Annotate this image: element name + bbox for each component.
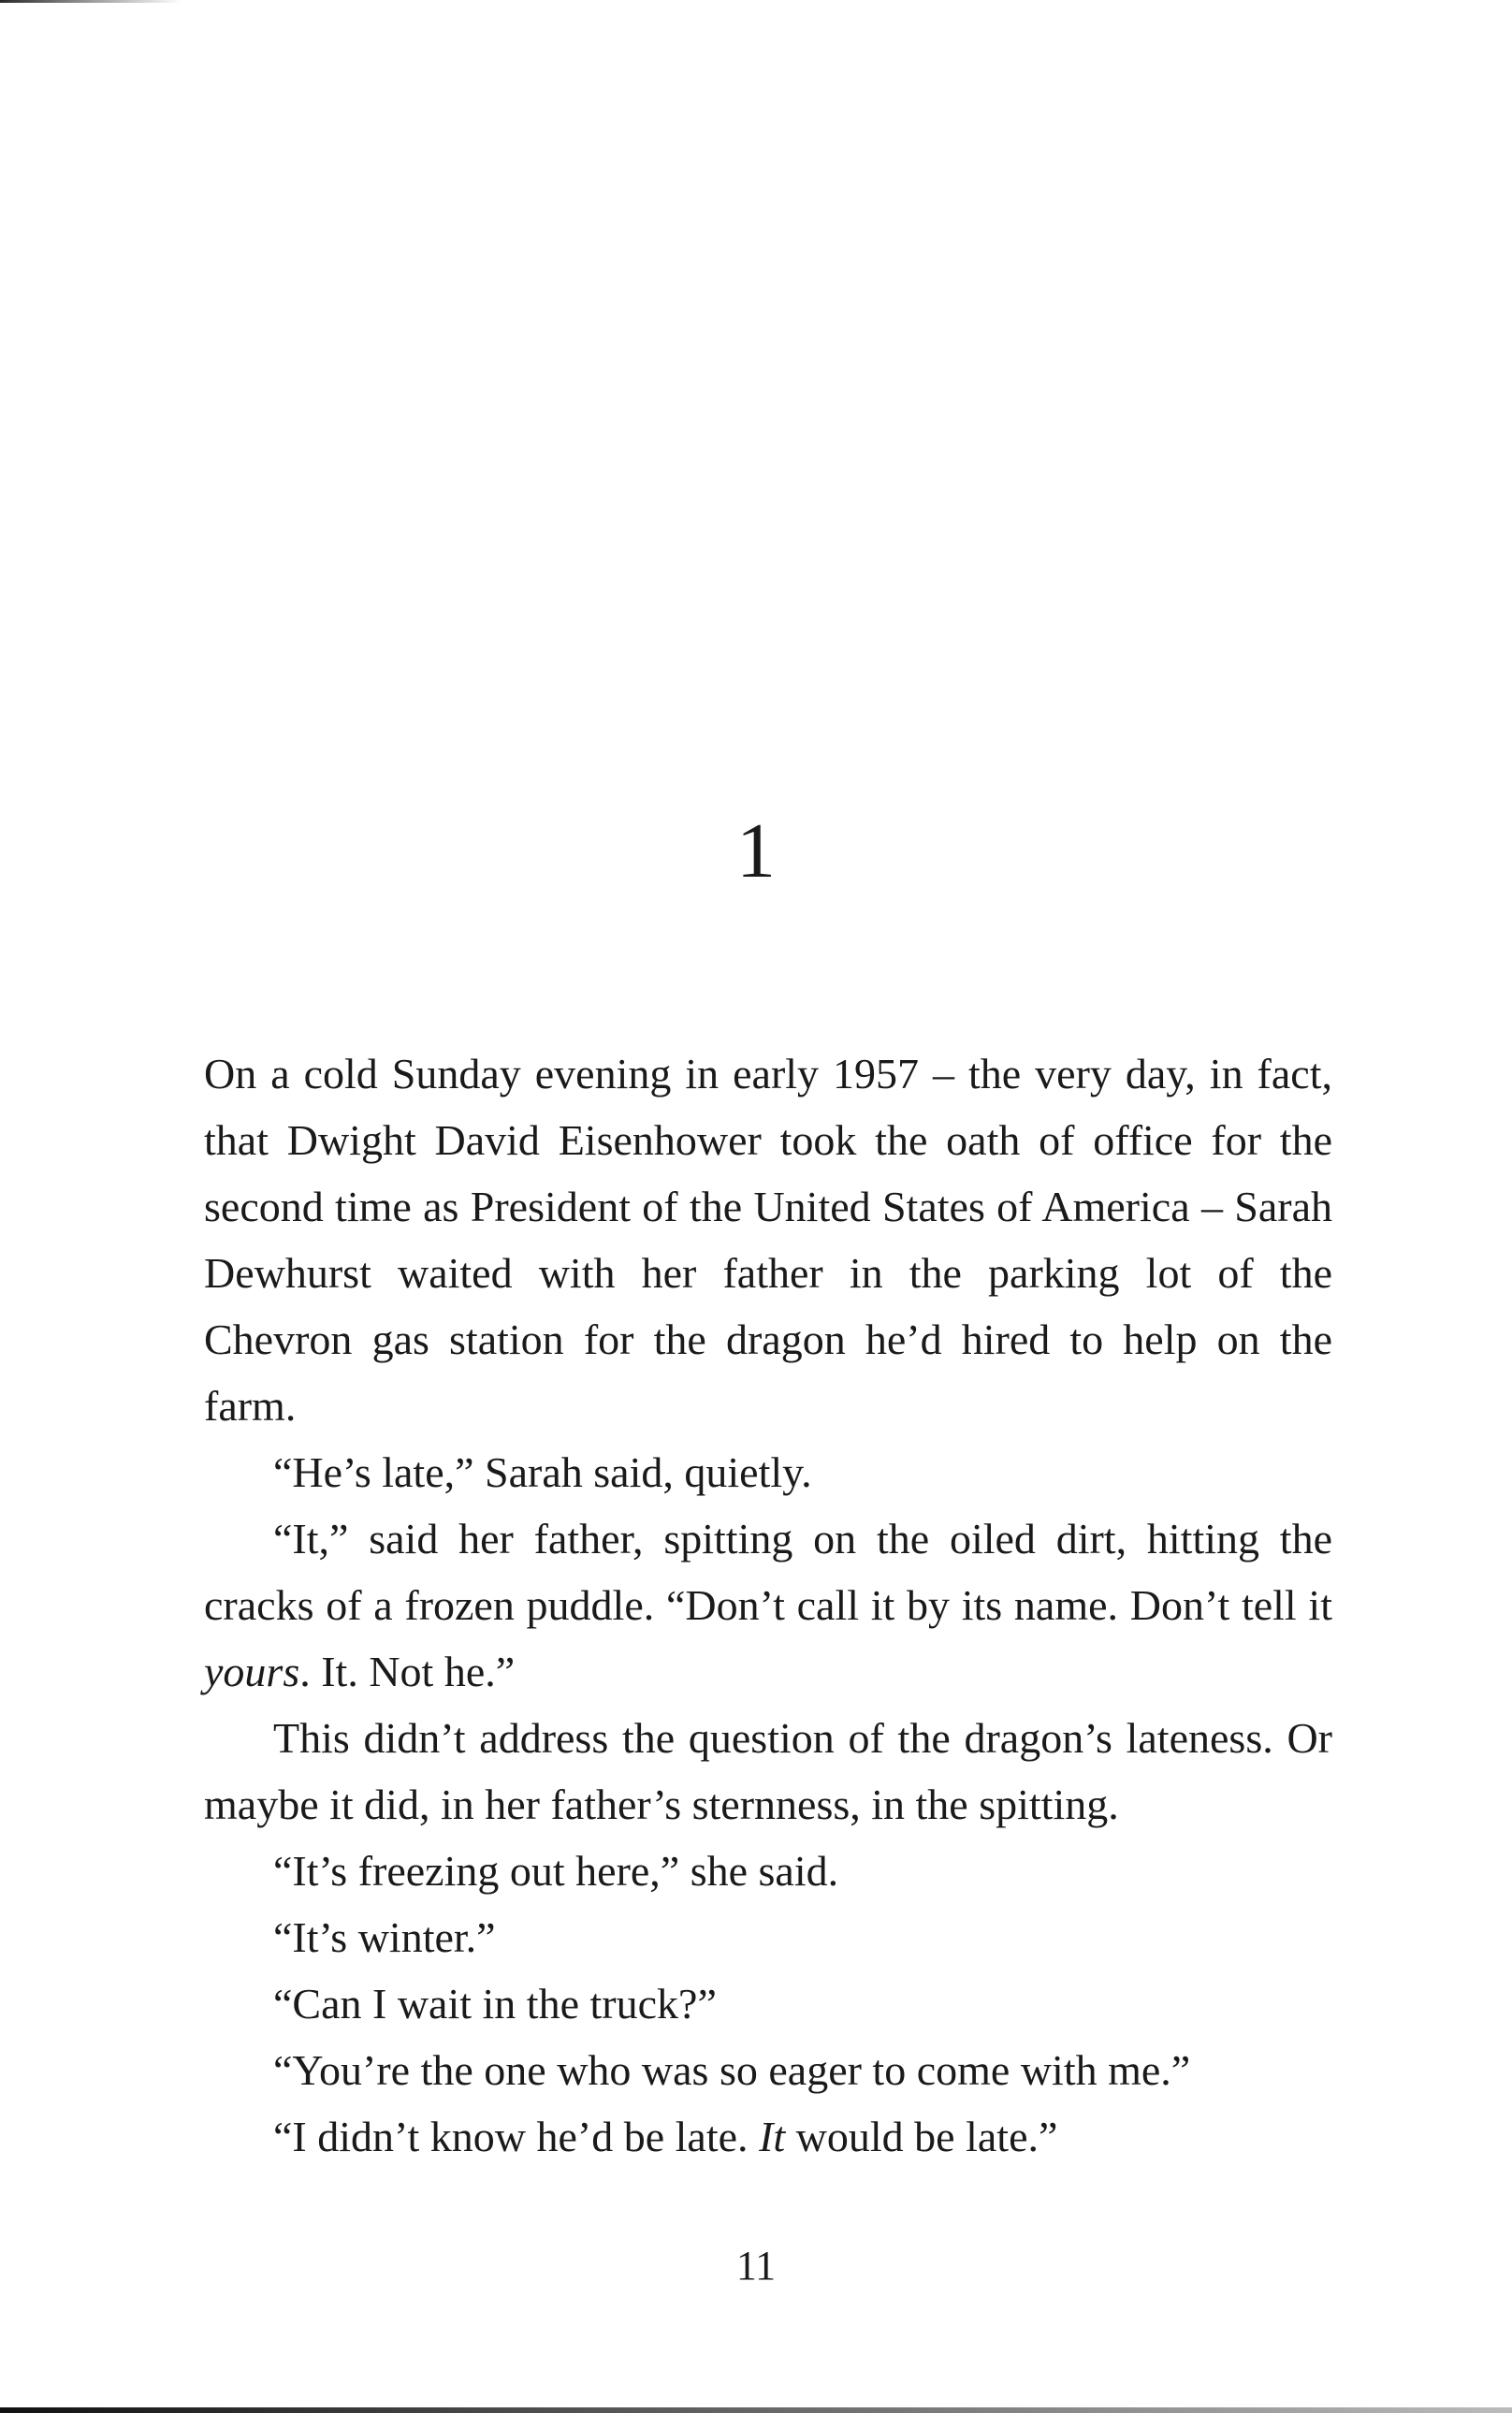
chapter-text: [204, 1040, 1332, 2170]
paragraph-6: “It’s winter.”: [273, 1913, 496, 1961]
paragraph-9-text-a: “I didn’t know he’d be late.: [273, 2113, 760, 2160]
scan-edge-top: [0, 0, 1512, 3]
page-number: 11: [735, 2243, 777, 2289]
paragraph-3-text-a: “It,” said her father, spitting on the oiled dirt, hitting the cracks of a frozen puddle. “Don’t call it by its name. Don’t tell it: [204, 1515, 1332, 1629]
paragraph-4: This didn’t address the question of the dragon’s lateness. Or maybe it did, in her father’s sternness, in the spitting.: [204, 1714, 1332, 1828]
paragraph-9-emphasis: It: [759, 2113, 786, 2160]
paragraph-7: “Can I wait in the truck?”: [273, 1980, 717, 2028]
paragraph-8: “You’re the one who was so eager to come with me.”: [273, 2046, 1191, 2094]
paragraph-2: “He’s late,” Sarah said, quietly.: [273, 1448, 812, 1496]
chapter-number: 1: [736, 807, 776, 894]
paragraph-3: [204, 1505, 1332, 1705]
paragraph-9-text-b: would be late.”: [785, 2113, 1058, 2160]
paragraph-1: On a cold Sunday evening in early 1957 – the very day, in fact, that Dwight David Eisenhower took the oath of office for the second time as President of the United States of America – Sarah Dewhurst waited with her father in the parking lot of the Chevron gas station for the dragon he’d hired to help on the farm.: [204, 1050, 1332, 1430]
paragraph-3-emphasis: yours: [204, 1648, 300, 1695]
scan-edge-bottom: [0, 2407, 1512, 2413]
paragraph-3-text-b: . It. Not he.”: [299, 1648, 516, 1695]
paragraph-9: [204, 2103, 1332, 2170]
paragraph-5: “It’s freezing out here,” she said.: [273, 1847, 839, 1895]
